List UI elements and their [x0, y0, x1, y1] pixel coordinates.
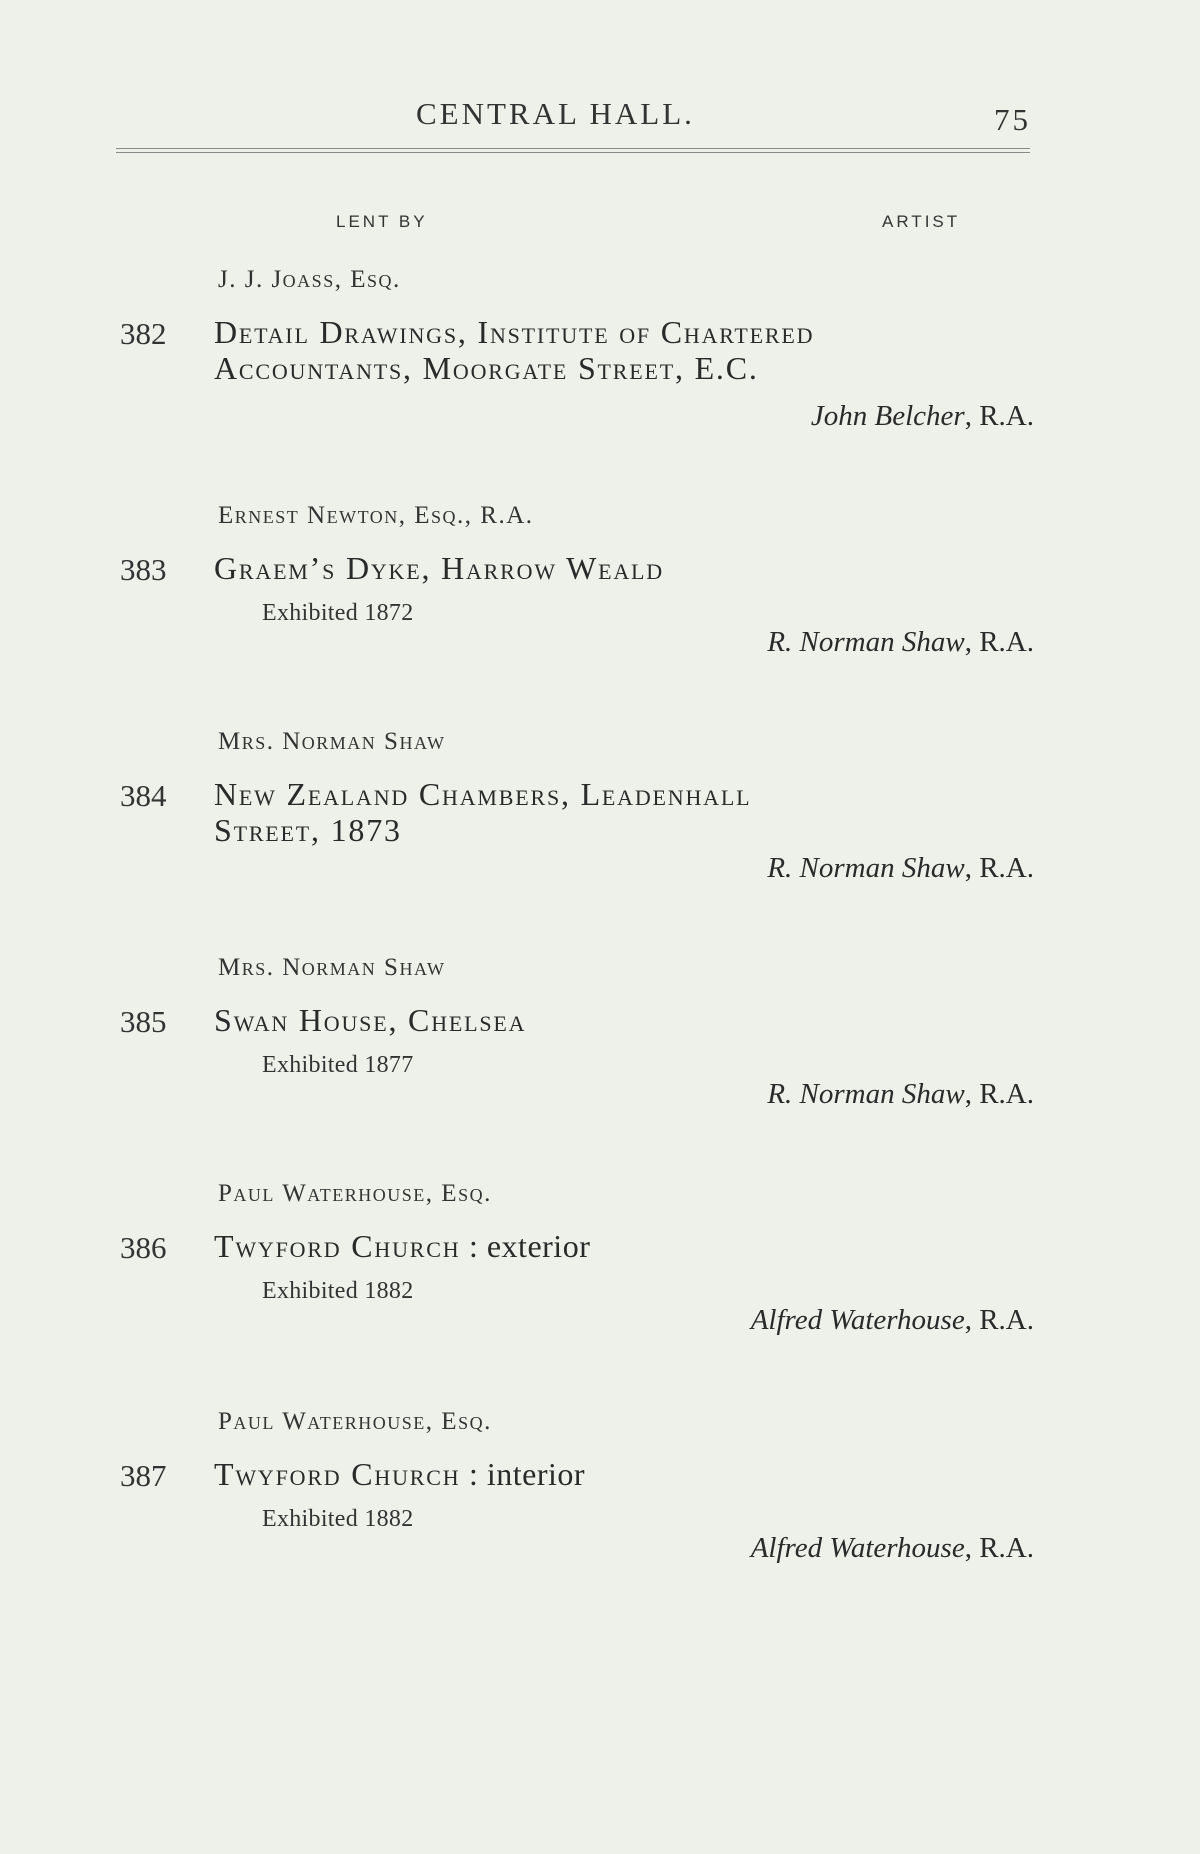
column-header-lent-by: LENT BY — [336, 212, 428, 231]
page-title: CENTRAL HALL. — [416, 96, 695, 131]
artist-name: R. Norman Shaw — [767, 1078, 965, 1110]
page-number: 75 — [994, 102, 1031, 137]
entry-number: 382 — [120, 316, 167, 351]
entry-title-line1: Swan House, Chelsea — [214, 1002, 527, 1038]
artist-name: John Belcher — [810, 400, 965, 432]
entry-title-line1: Detail Drawings, Institute of Chartered — [214, 314, 815, 350]
entry-title-line1: New Zealand Chambers, Leadenhall — [214, 776, 752, 812]
artist-credit — [767, 626, 1034, 659]
artist-credit — [767, 852, 1034, 885]
entry-title-view: : exterior — [460, 1228, 591, 1264]
entry-title-line1 — [214, 1456, 1032, 1492]
lender: Mrs. Norman Shaw — [218, 728, 446, 755]
entry-number: 386 — [120, 1230, 167, 1265]
artist-suffix: , R.A. — [964, 1532, 1034, 1564]
artist-credit — [811, 400, 1034, 433]
artist-suffix: , R.A. — [964, 626, 1034, 658]
lender: Ernest Newton, Esq., R.A. — [218, 502, 534, 529]
exhibited-note: Exhibited 1872 — [262, 600, 414, 626]
entry-number: 387 — [120, 1458, 167, 1493]
entry-title: Twyford Church — [214, 1456, 461, 1492]
artist-suffix: , R.A. — [964, 852, 1034, 884]
running-head — [0, 96, 1200, 140]
lender: Mrs. Norman Shaw — [218, 954, 446, 981]
exhibited-note: Exhibited 1877 — [262, 1052, 414, 1078]
artist-name: R. Norman Shaw — [767, 626, 965, 658]
entry-number: 385 — [120, 1004, 167, 1039]
artist-name: Alfred Waterhouse — [750, 1532, 965, 1564]
artist-credit — [767, 1078, 1034, 1111]
lender: Paul Waterhouse, Esq. — [218, 1408, 492, 1435]
lender: J. J. Joass, Esq. — [218, 266, 401, 293]
entry-title-line1 — [214, 1228, 1032, 1264]
artist-name: R. Norman Shaw — [767, 852, 965, 884]
header-rule-top — [116, 148, 1030, 149]
artist-suffix: , R.A. — [964, 400, 1034, 432]
exhibited-note: Exhibited 1882 — [262, 1506, 414, 1532]
artist-suffix: , R.A. — [964, 1304, 1034, 1336]
entry-title-view: : interior — [460, 1456, 586, 1492]
entry-title: Twyford Church — [214, 1228, 461, 1264]
entry-title-line2: Street, 1873 — [214, 812, 402, 848]
artist-credit — [751, 1304, 1034, 1337]
entry-number: 384 — [120, 778, 167, 813]
artist-name: Alfred Waterhouse — [750, 1304, 965, 1336]
entry-title-line2: Accountants, Moorgate Street, E.C. — [214, 350, 759, 386]
lender: Paul Waterhouse, Esq. — [218, 1180, 492, 1207]
exhibited-note: Exhibited 1882 — [262, 1278, 414, 1304]
entry-title-line1: Graem’s Dyke, Harrow Weald — [214, 550, 664, 586]
column-header-artist: ARTIST — [882, 212, 961, 231]
artist-credit — [751, 1532, 1034, 1565]
artist-suffix: , R.A. — [964, 1078, 1034, 1110]
entry-number: 383 — [120, 552, 167, 587]
header-rule-bottom — [116, 152, 1030, 153]
